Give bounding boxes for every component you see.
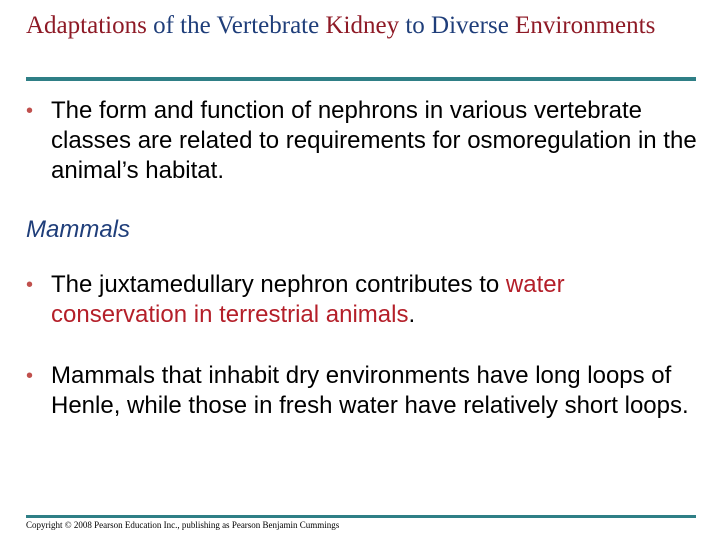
title-word: of [153,12,174,39]
title-word: Environments [515,12,656,39]
title-word: Adaptations [26,12,147,39]
bullet-text-end: . [408,301,416,328]
title-word: the [180,12,211,39]
copyright-notice: Copyright © 2008 Pearson Education Inc., publishing as Pearson Benjamin Cummings [26,520,340,530]
bullet-loops-of-henle [26,361,701,421]
highlighted-phrase: water conservation in terrestrial animals [51,271,565,328]
title-divider [26,77,696,81]
title-word: to [405,12,425,39]
title-word: Diverse [431,12,509,39]
bullet-juxtamedullary [26,270,701,330]
bullet-osmoregulation [26,96,701,186]
bullet-text [51,270,701,330]
bullet-text: Mammals that inhabit dry environments have long loops of Henle, while those in fresh water have relatively short loops. [51,362,689,419]
bullet-text-start: The juxtamedullary nephron contributes to [51,271,506,298]
bullet-text: The form and function of nephrons in various vertebrate classes are related to requirements for osmoregulation in the animal’s habitat. [51,97,697,184]
footer-divider [26,515,696,518]
subheading-mammals: Mammals [26,216,131,243]
bullet-icon: • [26,274,34,296]
title-word: Vertebrate [216,12,320,39]
slide-title [26,10,706,41]
bullet-icon: • [26,100,34,122]
bullet-icon: • [26,365,34,387]
title-word: Kidney [325,12,400,39]
